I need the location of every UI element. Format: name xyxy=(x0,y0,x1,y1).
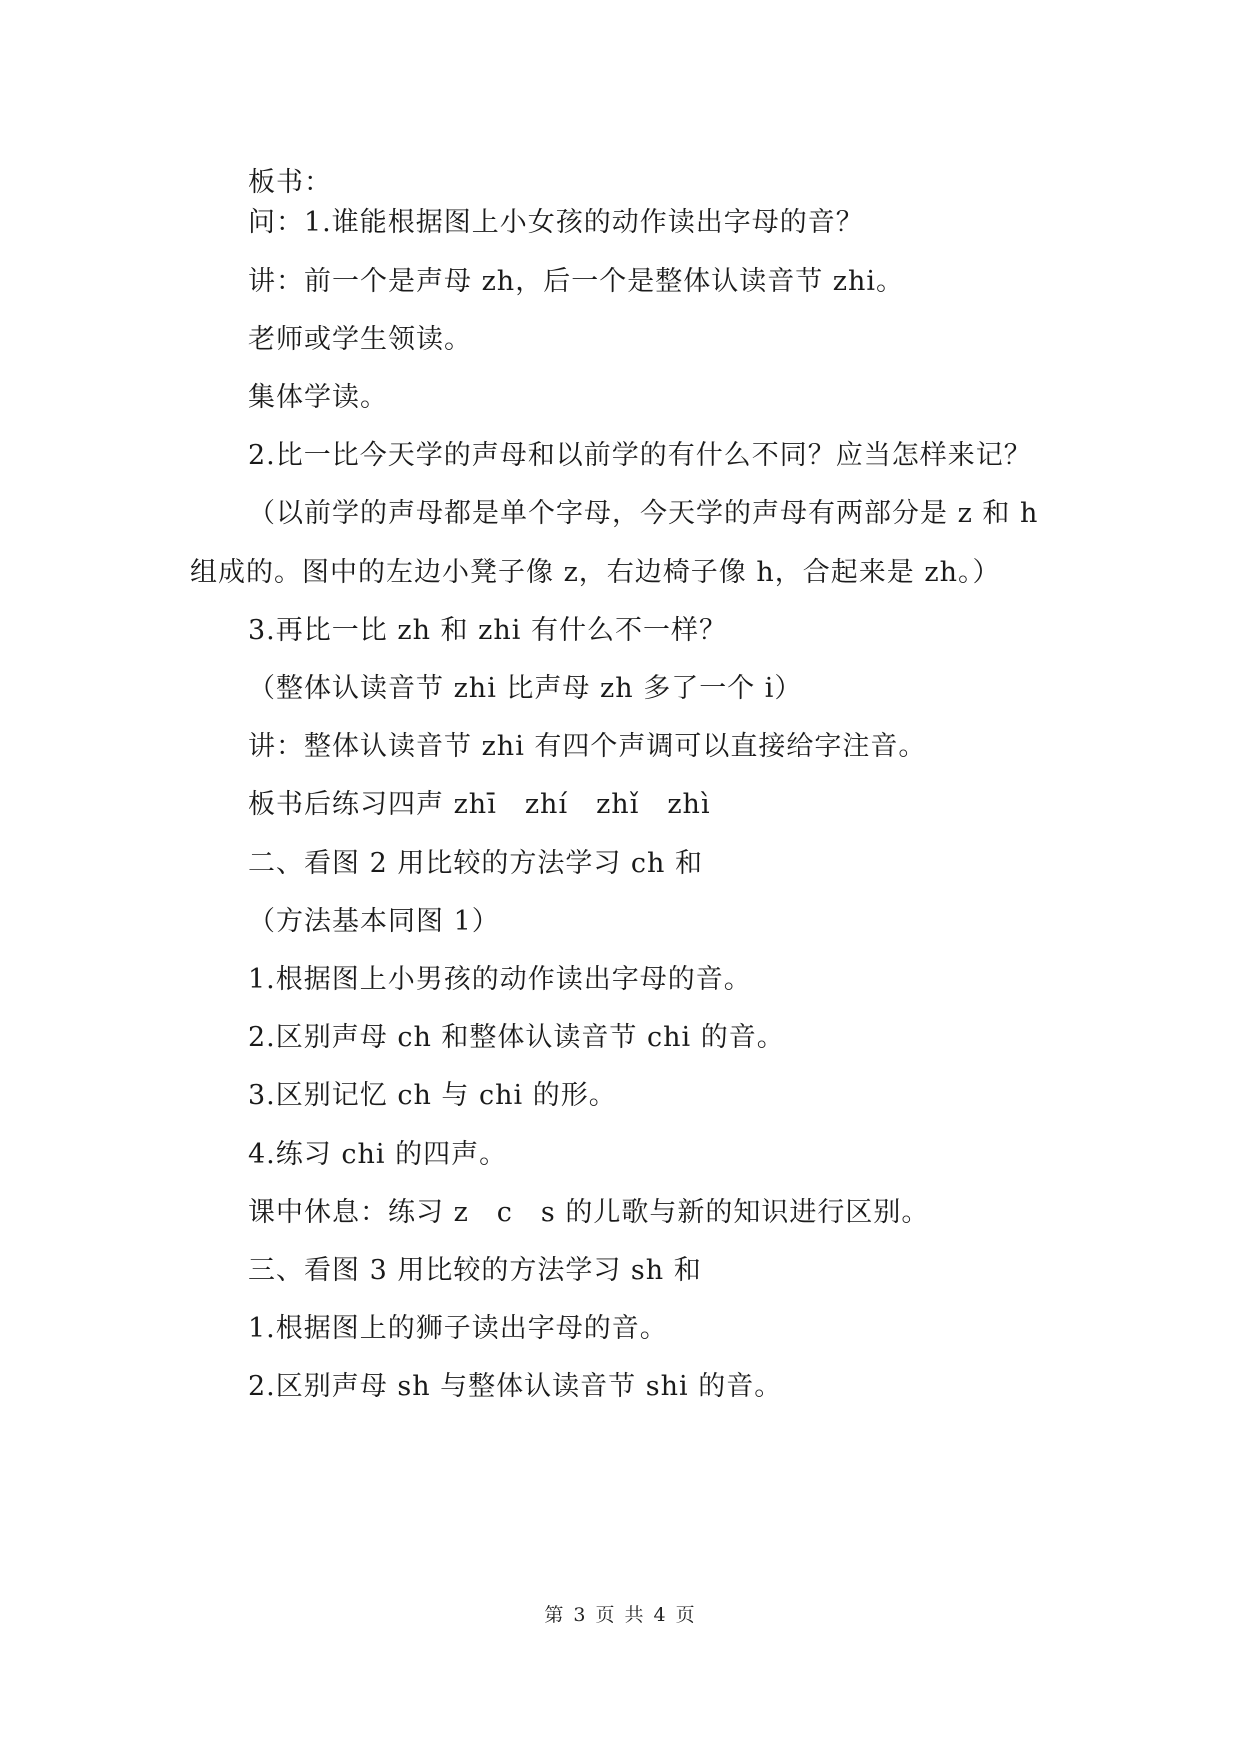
text-line: 4.练习 chi 的四声。 xyxy=(248,1139,508,1170)
text-line: 2.区别声母 ch 和整体认读音节 chi 的音。 xyxy=(248,1022,785,1053)
text-line: 集体学读。 xyxy=(248,382,388,413)
text-line: （整体认读音节 zhi 比声母 zh 多了一个 i） xyxy=(248,673,803,704)
text-line: 3.再比一比 zh 和 zhi 有什么不一样？ xyxy=(248,615,727,646)
page-footer: 第 3 页 共 4 页 xyxy=(544,1604,697,1626)
text-line: 讲：整体认读音节 zhi 有四个声调可以直接给字注音。 xyxy=(248,731,927,762)
text-line: 课中休息：练习 z c s 的儿歌与新的知识进行区别。 xyxy=(248,1197,930,1228)
text-line: 2.区别声母 sh 与整体认读音节 shi 的音。 xyxy=(248,1371,783,1402)
text-line: 1.根据图上的狮子读出字母的音。 xyxy=(248,1313,668,1344)
text-line: 问：1.谁能根据图上小女孩的动作读出字母的音？ xyxy=(248,207,864,238)
text-line: 组成的。图中的左边小凳子像 z，右边椅子像 h，合起来是 zh。） xyxy=(190,557,1001,588)
text-line: 二、看图 2 用比较的方法学习 ch 和 xyxy=(248,848,704,879)
text-line: 1.根据图上小男孩的动作读出字母的音。 xyxy=(248,964,752,995)
text-line: 板书： xyxy=(248,167,332,198)
text-line: 2.比一比今天学的声母和以前学的有什么不同？应当怎样来记？ xyxy=(248,440,1032,471)
text-line: 讲：前一个是声母 zh，后一个是整体认读音节 zhi。 xyxy=(248,266,905,297)
text-line: （方法基本同图 1） xyxy=(248,906,500,937)
text-line: （以前学的声母都是单个字母，今天学的声母有两部分是 z 和 h xyxy=(248,498,1039,529)
text-line: 三、看图 3 用比较的方法学习 sh 和 xyxy=(248,1255,702,1286)
text-line: 板书后练习四声 zhī zhí zhǐ zhì xyxy=(248,789,711,820)
text-line: 老师或学生领读。 xyxy=(248,324,472,355)
text-line: 3.区别记忆 ch 与 chi 的形。 xyxy=(248,1080,617,1111)
